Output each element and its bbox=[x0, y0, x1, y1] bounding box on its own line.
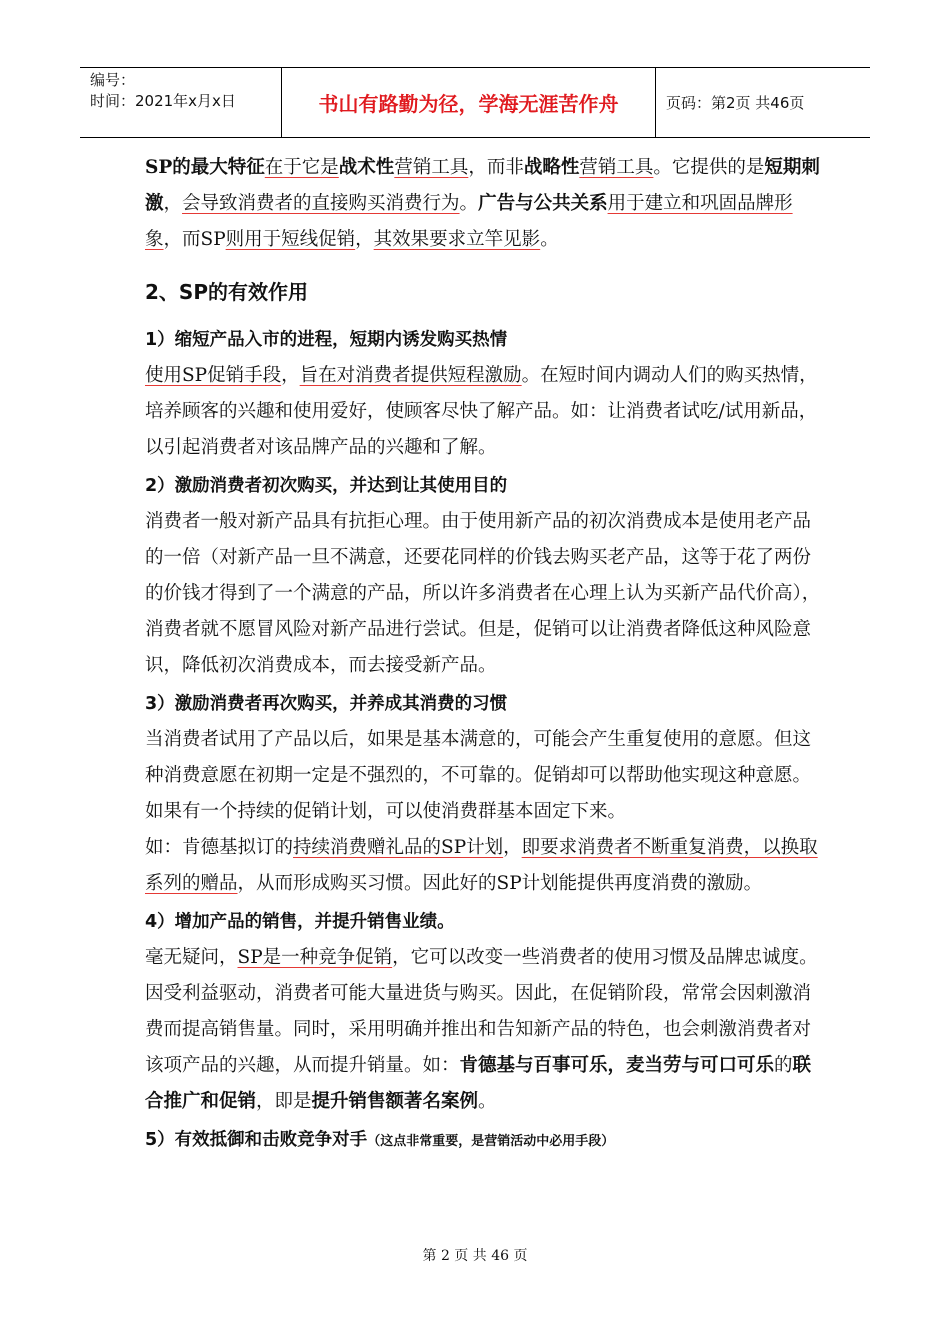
point-4-h: 提升销售额著名案例 bbox=[311, 1091, 479, 1112]
intro-s15: ，而SP bbox=[163, 229, 226, 250]
code-label: 编号： bbox=[90, 71, 136, 89]
intro-s14: 用于建立和巩固品牌形象 bbox=[145, 193, 793, 250]
header-meta bbox=[80, 68, 282, 137]
header-page-info: 页码：第2页 共46页 bbox=[666, 94, 805, 112]
point-4-text bbox=[145, 940, 825, 1120]
point-3-e4: 即要求消费者不断重复消费，以换取系列的赠品 bbox=[145, 837, 818, 894]
intro-s2: 在于它是 bbox=[264, 157, 339, 178]
point-3-e1: 如：肯德基拟订的 bbox=[145, 837, 294, 858]
point-1-b: ， bbox=[281, 365, 300, 386]
intro-s9: 短期刺激 bbox=[145, 157, 820, 214]
intro-s18: 其效果要求立竿见影 bbox=[373, 229, 541, 250]
intro-s3: 战术性 bbox=[338, 157, 395, 178]
section-title: 2、SP的有效作用 bbox=[145, 280, 308, 304]
intro-s10: ， bbox=[163, 193, 183, 214]
point-4-title: 4）增加产品的销售，并提升销售业绩。 bbox=[145, 912, 455, 932]
point-2-text: 消费者一般对新产品具有抗拒心理。由于使用新产品的初次消费成本是使用老产品的一倍（对新产品一旦不满意，还要花同样的价钱去购买老产品，这等于花了两份的价钱才得到了一个满意的产品，所以许多消费者在心理上认为买新产品代价高），消费者就不愿冒风险对新产品进行尝试。但是，促销可以让消费者降低这种风险意识，降低初次消费成本，而去接受新产品。 bbox=[145, 511, 821, 676]
point-3-text: 当消费者试用了产品以后，如果是基本满意的，可能会产生重复使用的意愿。但这种消费意愿在初期一定是不强烈的，不可靠的。促销却可以帮助他实现这种意愿。如果有一个持续的促销计划，可以使消费群基本固定下来。 bbox=[145, 729, 812, 822]
point-1-title: 1）缩短产品入市的进程，短期内诱发购买热情 bbox=[145, 330, 508, 350]
point-3-title: 3）激励消费者再次购买，并养成其消费的习惯 bbox=[145, 694, 508, 714]
document-body bbox=[145, 150, 825, 1160]
point-3-e5: ，从而形成购买习惯。因此好的SP计划能提供再度消费的激励。 bbox=[237, 873, 763, 894]
intro-s19: 。 bbox=[540, 229, 559, 250]
intro-s5: ，而非 bbox=[468, 157, 524, 178]
point-4-d: 肯德基与百事可乐，麦当劳与可口可乐 bbox=[459, 1055, 775, 1076]
intro-s8: 。它提供的是 bbox=[653, 157, 765, 178]
point-1-d: 。在短时间内调动人们的购买热情，培养顾客的兴趣和使用爱好，使顾客尽快了解产品。如：让消费者试吃/试用新品，以引起消费者对该品牌产品的兴趣和了解。 bbox=[145, 365, 818, 458]
intro-paragraph bbox=[145, 150, 825, 258]
point-1-a: 使用SP促销手段 bbox=[145, 365, 282, 386]
page-header bbox=[80, 67, 870, 138]
point-3-example bbox=[145, 830, 825, 902]
page-footer: 第 2 页 共 46 页 bbox=[422, 1248, 528, 1264]
intro-s13: 广告与公共关系 bbox=[478, 193, 608, 214]
point-4-b: SP是一种竞争促销 bbox=[237, 947, 393, 968]
point-4-f: 联合推广和促销 bbox=[145, 1055, 812, 1112]
time-label: 时间：2021年x月x日 bbox=[90, 92, 236, 110]
point-4-g: ，即是 bbox=[256, 1091, 312, 1112]
point-2-title: 2）激励消费者初次购买，并达到让其使用目的 bbox=[145, 476, 508, 496]
intro-s6: 战略性 bbox=[523, 157, 580, 178]
point-5-title-text: 5）有效抵御和击败竞争对手 bbox=[145, 1130, 368, 1150]
point-5-title bbox=[145, 1122, 825, 1160]
point-1-c: 旨在对消费者提供短程激励 bbox=[299, 365, 522, 386]
point-1-text bbox=[145, 358, 825, 466]
intro-s1: SP的最大特征 bbox=[145, 157, 265, 178]
intro-s4: 营销工具 bbox=[394, 157, 469, 178]
point-4-e: 的 bbox=[774, 1055, 793, 1076]
intro-s11: 会导致消费者的直接购买消费行为 bbox=[182, 193, 460, 214]
point-3-e3: ， bbox=[503, 837, 522, 858]
point-5-note: （这点非常重要，是营销活动中必用手段） bbox=[367, 1134, 615, 1149]
intro-s12: 。 bbox=[459, 193, 479, 214]
point-4-i: 。 bbox=[478, 1091, 497, 1112]
intro-s17: ， bbox=[355, 229, 374, 250]
point-3-e2: 持续消费赠礼品的SP计划 bbox=[293, 837, 504, 858]
intro-s7: 营销工具 bbox=[579, 157, 654, 178]
point-4-c: ，它可以改变一些消费者的使用习惯及品牌忠诚度。因受利益驱动，消费者可能大量进货与购买。因此，在促销阶段，常常会因刺激消费而提高销售量。同时，采用明确并推出和告知新产品的特色，也会刺激消费者对该项产品的兴趣，从而提升销量。如： bbox=[145, 947, 818, 1076]
header-motto: 书山有路勤为径，学海无涯苦作舟 bbox=[282, 68, 656, 137]
intro-s16: 则用于短线促销 bbox=[225, 229, 356, 250]
point-4-a: 毫无疑问， bbox=[145, 947, 238, 968]
